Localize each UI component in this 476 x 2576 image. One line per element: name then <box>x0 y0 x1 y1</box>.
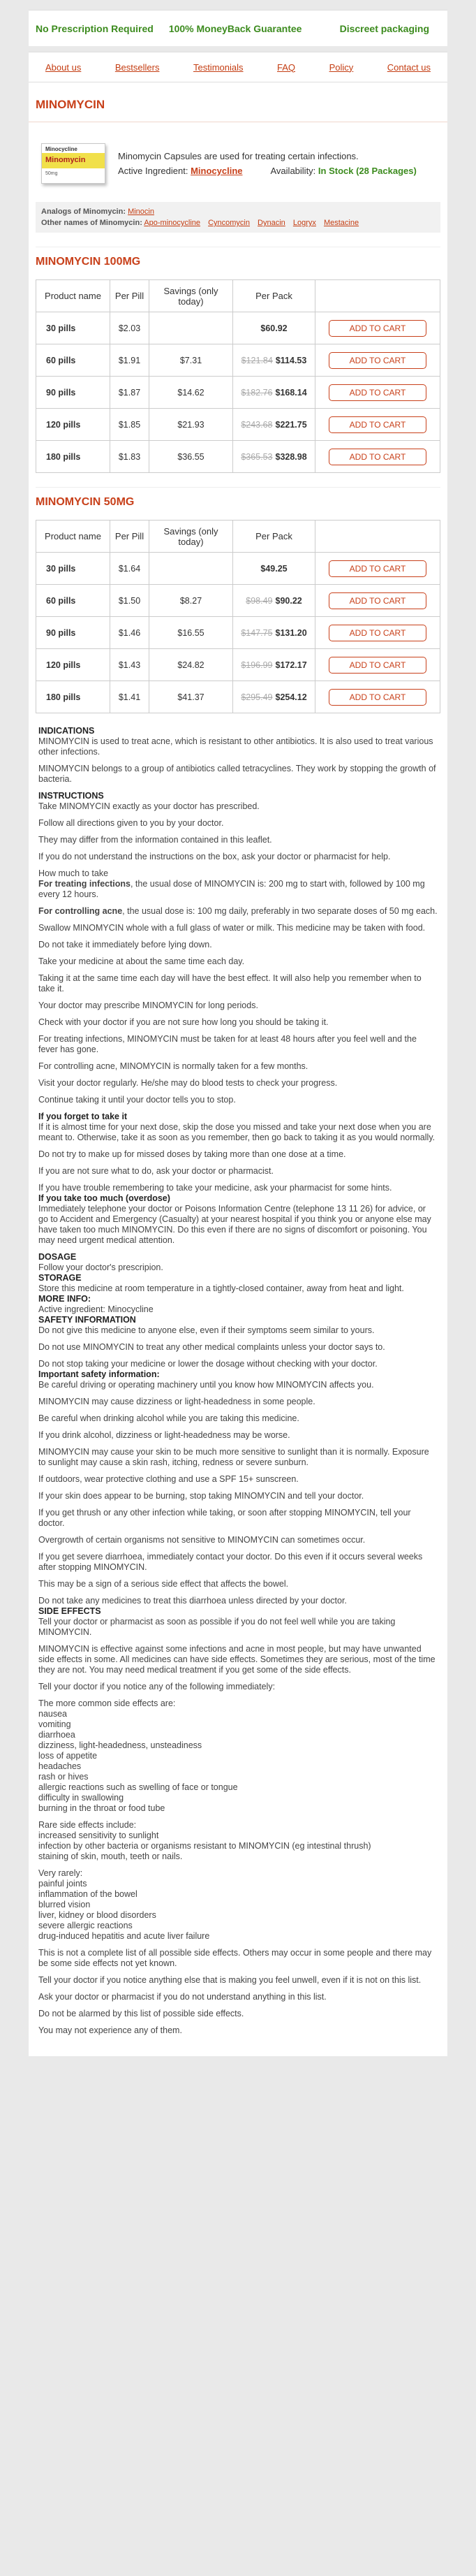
savings <box>149 553 233 585</box>
analogs-box <box>36 202 440 233</box>
active-ingredient <box>118 166 243 176</box>
benefit-no-prescription: No Prescription Required <box>36 22 154 34</box>
paragraph: If it is almost time for your next dose, skip the dose you missed and take your next dose when you are meant to. Otherwise, take it as soon as you remember, then go back to taking it as you would normally. <box>38 1122 436 1142</box>
column-header: Product name <box>36 521 110 553</box>
cart-cell <box>315 681 440 713</box>
cart-cell <box>315 617 440 649</box>
savings: $16.55 <box>149 617 233 649</box>
per-pill-price: $1.50 <box>110 585 149 617</box>
paragraph: Take MINOMYCIN exactly as your doctor has prescribed. <box>38 801 260 811</box>
list-item: nausea <box>38 1709 68 1719</box>
per-pack-price-cell <box>233 617 315 649</box>
column-header: Per Pill <box>110 280 149 312</box>
list-item: drug-induced hepatitis and acute liver failure <box>38 1931 210 1941</box>
savings: $8.27 <box>149 585 233 617</box>
per-pack-price-cell <box>233 377 315 409</box>
pack-size: 60 pills <box>36 344 110 377</box>
cart-cell <box>315 585 440 617</box>
main-content <box>29 82 447 2056</box>
paragraph: Be careful when drinking alcohol while you are taking this medicine. <box>38 1413 299 1423</box>
paragraph: Taking it at the same time each day will have the best effect. It will also help you remember when to take it. <box>38 973 422 994</box>
paragraph: MINOMYCIN may cause your skin to be much more sensitive to sunlight than it is normally. Exposure to sunlight may cause a skin rash, itching, redness or severe sunburn. <box>38 1447 429 1467</box>
list-item: inflammation of the bowel <box>38 1889 137 1899</box>
section-heading: SIDE EFFECTS <box>38 1606 101 1616</box>
other-name-link[interactable]: Logryx <box>292 219 316 227</box>
table-row <box>36 441 440 473</box>
nav-policy[interactable]: Policy <box>329 61 354 73</box>
per-pill-price: $1.64 <box>110 553 149 585</box>
cart-cell <box>315 312 440 344</box>
old-price: $182.76 <box>241 387 273 398</box>
table-row <box>36 617 440 649</box>
package-brand: Minomycin <box>45 156 86 164</box>
column-header: Per Pill <box>110 521 149 553</box>
paragraph: Your doctor may prescribe MINOMYCIN for long periods. <box>38 1000 258 1010</box>
per-pill-price: $1.87 <box>110 377 149 409</box>
benefits-left <box>36 23 302 34</box>
paragraph: Active ingredient: Minocycline <box>38 1304 154 1314</box>
savings: $21.93 <box>149 409 233 441</box>
cart-cell <box>315 409 440 441</box>
old-price: $98.49 <box>246 595 273 606</box>
side-effect-list <box>38 1820 438 1862</box>
pack-price: $90.22 <box>275 595 302 606</box>
paragraph-text: , the usual dose of MINOMYCIN is: 200 mg to start with, followed by 100 mg every 12 hours. <box>38 879 425 899</box>
package-dose: 50mg <box>45 171 58 176</box>
table-row <box>36 649 440 681</box>
paragraph: Do not stop taking your medicine or lower the dosage without checking with your doctor. <box>38 1359 378 1369</box>
benefit-discreet-packaging: Discreet packaging <box>339 22 429 34</box>
list-item: staining of skin, mouth, teeth or nails. <box>38 1851 183 1861</box>
availability-label: Availability: <box>270 166 316 176</box>
side-effect-list <box>38 1868 438 1942</box>
list-item: The more common side effects are: <box>38 1698 176 1708</box>
paragraph: Tell your doctor if you notice any of the following immediately: <box>38 1682 276 1691</box>
paragraph: MINOMYCIN belongs to a group of antibiotics called tetracyclines. They work by stopping the growth of bacteria. <box>38 764 436 784</box>
product-info <box>118 151 417 176</box>
list-item: rash or hives <box>38 1772 89 1782</box>
cart-cell <box>315 441 440 473</box>
cart-cell <box>315 649 440 681</box>
nav-contact-us[interactable]: Contact us <box>387 61 431 73</box>
product-information-text <box>38 726 438 2036</box>
pack-price: $168.14 <box>275 387 307 398</box>
product-description: Minomycin Capsules are used for treating certain infections. <box>118 151 359 161</box>
nav-testimonials[interactable]: Testimonials <box>193 61 244 73</box>
list-item: headaches <box>38 1761 82 1771</box>
other-name-link[interactable]: Mestacine <box>323 219 359 227</box>
dosage-section-title: MINOMYCIN 50MG <box>36 487 440 516</box>
price-sections <box>29 247 447 713</box>
list-item: infection by other bacteria or organisms resistant to MINOMYCIN (eg intestinal thrush) <box>38 1841 371 1851</box>
paragraph: If you are not sure what to do, ask your doctor or pharmacist. <box>38 1166 274 1176</box>
table-row <box>36 377 440 409</box>
paragraph: You may not experience any of them. <box>38 2025 182 2035</box>
package-label: Minocycline <box>45 146 77 152</box>
paragraph: Take your medicine at about the same time each day. <box>38 956 245 966</box>
list-item: painful joints <box>38 1879 87 1889</box>
other-names-label: Other names of Minomycin: <box>41 219 142 227</box>
add-to-cart-button[interactable]: ADD TO CART <box>329 449 426 465</box>
pack-size: 180 pills <box>36 441 110 473</box>
other-name-link[interactable]: Cyncomycin <box>208 219 250 227</box>
section-heading: INSTRUCTIONS <box>38 791 104 801</box>
section-heading: DOSAGE <box>38 1252 77 1262</box>
per-pack-price-cell <box>233 344 315 377</box>
pack-size: 90 pills <box>36 377 110 409</box>
paragraph: For treating infections, MINOMYCIN must be taken for at least 48 hours after you feel well and the fever has gone. <box>38 1034 417 1054</box>
savings: $7.31 <box>149 344 233 377</box>
price-table <box>36 520 440 713</box>
pack-price: $131.20 <box>275 627 307 638</box>
paragraph: Do not use MINOMYCIN to treat any other medical complaints unless your doctor says to. <box>38 1342 385 1352</box>
emphasis: For treating infections <box>38 879 131 889</box>
table-row <box>36 553 440 585</box>
add-to-cart-button[interactable]: ADD TO CART <box>329 657 426 674</box>
availability-status: In Stock (28 Packages) <box>318 166 417 176</box>
add-to-cart-button[interactable]: ADD TO CART <box>329 352 426 369</box>
paragraph: This is not a complete list of all possible side effects. Others may occur in some people and there may be some side effects not yet known. <box>38 1948 432 1968</box>
paragraph: If outdoors, wear protective clothing and use a SPF 15+ sunscreen. <box>38 1474 299 1484</box>
subsection-heading: If you forget to take it <box>38 1112 128 1121</box>
section-heading: MORE INFO: <box>38 1294 91 1304</box>
add-to-cart-button[interactable]: ADD TO CART <box>329 592 426 609</box>
active-ingredient-link[interactable]: Minocycline <box>191 166 243 176</box>
pack-price: $49.25 <box>260 563 288 574</box>
per-pack-price-cell <box>233 585 315 617</box>
per-pack-price-cell <box>233 409 315 441</box>
old-price: $121.84 <box>241 355 273 365</box>
product-meta <box>118 166 417 176</box>
cart-cell <box>315 553 440 585</box>
paragraph <box>38 906 438 917</box>
savings <box>149 312 233 344</box>
nav-about-us[interactable]: About us <box>45 61 82 73</box>
paragraph: This may be a sign of a serious side effect that affects the bowel. <box>38 1579 289 1589</box>
add-to-cart-button[interactable]: ADD TO CART <box>329 416 426 433</box>
list-item: diarrhoea <box>38 1730 75 1740</box>
paragraph: Visit your doctor regularly. He/she may do blood tests to check your progress. <box>38 1078 338 1088</box>
section-heading: If you take too much (overdose) <box>38 1193 170 1203</box>
add-to-cart-button[interactable]: ADD TO CART <box>329 625 426 641</box>
paragraph: If your skin does appear to be burning, stop taking MINOMYCIN and tell your doctor. <box>38 1491 364 1501</box>
paragraph: Be careful driving or operating machinery until you know how MINOMYCIN affects you. <box>38 1380 374 1390</box>
list-item: Very rarely: <box>38 1868 83 1878</box>
list-item: Rare side effects include: <box>38 1820 137 1830</box>
per-pill-price: $1.83 <box>110 441 149 473</box>
paragraph: Ask your doctor or pharmacist if you do not understand anything in this list. <box>38 1992 327 2002</box>
paragraph: Tell your doctor or pharmacist as soon as possible if you do not feel well while you are taking MINOMYCIN. <box>38 1617 396 1637</box>
list-item: allergic reactions such as swelling of face or tongue <box>38 1782 238 1792</box>
column-header <box>315 521 440 553</box>
per-pill-price: $2.03 <box>110 312 149 344</box>
list-item: difficulty in swallowing <box>38 1793 124 1803</box>
table-row <box>36 681 440 713</box>
list-item: loss of appetite <box>38 1751 98 1761</box>
per-pack-price-cell <box>233 681 315 713</box>
benefits-bar <box>29 10 447 46</box>
paragraph: If you have trouble remembering to take your medicine, ask your pharmacist for some hints. <box>38 1183 392 1193</box>
savings: $36.55 <box>149 441 233 473</box>
paragraph: For controlling acne, MINOMYCIN is normally taken for a few months. <box>38 1061 308 1071</box>
per-pack-price-cell <box>233 553 315 585</box>
per-pack-price-cell <box>233 441 315 473</box>
side-effect-list <box>38 1698 438 1814</box>
column-header: Per Pack <box>233 521 315 553</box>
pack-size: 180 pills <box>36 681 110 713</box>
per-pill-price: $1.46 <box>110 617 149 649</box>
savings: $14.62 <box>149 377 233 409</box>
benefit-moneyback: 100% MoneyBack Guarantee <box>168 22 302 34</box>
savings: $41.37 <box>149 681 233 713</box>
section-heading: INDICATIONS <box>38 726 95 736</box>
other-name-link[interactable]: Dynacin <box>258 219 285 227</box>
pack-size: 60 pills <box>36 585 110 617</box>
old-price: $196.99 <box>241 660 273 670</box>
paragraph: How much to take <box>38 868 109 878</box>
analog-link[interactable]: Minocin <box>128 208 154 216</box>
per-pill-price: $1.85 <box>110 409 149 441</box>
old-price: $243.68 <box>241 419 273 430</box>
nav-bestsellers[interactable]: Bestsellers <box>114 61 160 73</box>
column-header: Product name <box>36 280 110 312</box>
emphasis: For controlling acne <box>38 906 123 916</box>
paragraph: Follow all directions given to you by your doctor. <box>38 818 224 828</box>
paragraph: MINOMYCIN may cause dizziness or light-headedness in some people. <box>38 1397 315 1406</box>
paragraph: Continue taking it until your doctor tells you to stop. <box>38 1095 236 1105</box>
paragraph: Do not take any medicines to treat this diarrhoea unless directed by your doctor. <box>38 1596 347 1606</box>
add-to-cart-button[interactable]: ADD TO CART <box>329 689 426 706</box>
list-item: blurred vision <box>38 1900 91 1909</box>
pack-price: $114.53 <box>275 355 307 365</box>
pack-size: 90 pills <box>36 617 110 649</box>
column-header: Per Pack <box>233 280 315 312</box>
column-header: Savings (only today) <box>149 280 233 312</box>
paragraph: Tell your doctor if you notice anything else that is making you feel unwell, even if it is not on this list. <box>38 1975 422 1985</box>
pack-price: $254.12 <box>275 692 307 702</box>
list-item: severe allergic reactions <box>38 1921 133 1930</box>
paragraph: Swallow MINOMYCIN whole with a full glass of water or milk. This medicine may be taken with food. <box>38 923 426 933</box>
column-header: Savings (only today) <box>149 521 233 553</box>
paragraph: MINOMYCIN is effective against some infections and acne in most people, but may have unwanted side effects in some. All medicines can have side effects. Sometimes they are serious, most of the time they are not. You may need medical treatment if you get some of the side effects. <box>38 1644 436 1675</box>
table-row <box>36 585 440 617</box>
list-item: liver, kidney or blood disorders <box>38 1910 156 1920</box>
page-wrapper <box>29 10 447 2056</box>
old-price: $365.53 <box>241 451 273 462</box>
pack-price: $221.75 <box>275 419 307 430</box>
column-header <box>315 280 440 312</box>
analogs-label: Analogs of Minomycin: <box>41 208 126 216</box>
paragraph: They may differ from the information contained in this leaflet. <box>38 835 272 845</box>
paragraph: Do not be alarmed by this list of possible side effects. <box>38 2009 244 2018</box>
availability <box>271 166 417 176</box>
pack-size: 120 pills <box>36 649 110 681</box>
list-item: dizziness, light-headedness, unsteadiness <box>38 1740 202 1750</box>
per-pill-price: $1.91 <box>110 344 149 377</box>
list-item: burning in the throat or food tube <box>38 1803 165 1813</box>
paragraph: Overgrowth of certain organisms not sensitive to MINOMYCIN can sometimes occur. <box>38 1535 366 1545</box>
pack-size: 30 pills <box>36 553 110 585</box>
paragraph: If you get severe diarrhoea, immediately contact your doctor. Do this even if it occurs several weeks after stopping MINOMYCIN. <box>38 1552 423 1572</box>
table-row <box>36 409 440 441</box>
cart-cell <box>315 377 440 409</box>
pack-price: $60.92 <box>260 323 288 333</box>
per-pill-price: $1.41 <box>110 681 149 713</box>
pack-size: 30 pills <box>36 312 110 344</box>
price-table <box>36 279 440 473</box>
price-table-header <box>36 521 440 553</box>
pack-price: $328.98 <box>275 451 307 462</box>
nav-faq[interactable]: FAQ <box>277 61 296 73</box>
table-row <box>36 312 440 344</box>
paragraph: Store this medicine at room temperature in a tightly-closed container, away from heat and light. <box>38 1283 404 1293</box>
paragraph <box>38 879 438 900</box>
per-pill-price: $1.43 <box>110 649 149 681</box>
cart-cell <box>315 344 440 377</box>
other-name-link[interactable]: Apo-minocycline <box>144 219 201 227</box>
old-price: $295.49 <box>241 692 273 702</box>
paragraph: Do not take it immediately before lying down. <box>38 940 212 949</box>
per-pack-price-cell <box>233 312 315 344</box>
dosage-section-title: MINOMYCIN 100MG <box>36 247 440 275</box>
pack-price: $172.17 <box>275 660 307 670</box>
section-heading: Important safety information: <box>38 1369 160 1379</box>
paragraph: Check with your doctor if you are not sure how long you should be taking it. <box>38 1017 329 1027</box>
main-nav <box>29 52 447 82</box>
add-to-cart-button[interactable]: ADD TO CART <box>329 320 426 337</box>
section-heading: SAFETY INFORMATION <box>38 1315 136 1325</box>
section-heading: STORAGE <box>38 1273 82 1283</box>
active-ingredient-label: Active Ingredient: <box>118 166 188 176</box>
paragraph: Follow your doctor's prescripion. <box>38 1262 163 1272</box>
pack-size: 120 pills <box>36 409 110 441</box>
old-price: $147.75 <box>241 627 273 638</box>
paragraph: Immediately telephone your doctor or Poisons Information Centre (telephone 13 11 26) for advice, or go to Accident and Emergency (Casualty) at your nearest hospital if you think you or anyone else may have taken too much MINOMYCIN. Do this even if there are no signs of discomfort or poisoning. You may need urgent medical attention. <box>38 1204 431 1245</box>
paragraph: If you get thrush or any other infection while taking, or soon after stopping MINOMYCIN, tell your doctor. <box>38 1508 411 1528</box>
analogs-row <box>41 206 435 217</box>
per-pack-price-cell <box>233 649 315 681</box>
product-title: MINOMYCIN <box>29 89 447 122</box>
table-row <box>36 344 440 377</box>
savings: $24.82 <box>149 649 233 681</box>
list-item: increased sensitivity to sunlight <box>38 1831 159 1840</box>
list-item: vomiting <box>38 1719 71 1729</box>
product-summary <box>36 131 440 196</box>
paragraph: If you drink alcohol, dizziness or light-headedness may be worse. <box>38 1430 290 1440</box>
paragraph: MINOMYCIN is used to treat acne, which is resistant to other antibiotics. It is also used to treat various other infections. <box>38 736 433 757</box>
paragraph: Do not try to make up for missed doses by taking more than one dose at a time. <box>38 1149 346 1159</box>
paragraph: If you do not understand the instructions on the box, ask your doctor or pharmacist for help. <box>38 852 391 861</box>
add-to-cart-button[interactable]: ADD TO CART <box>329 560 426 577</box>
product-package-image <box>36 138 108 189</box>
paragraph-text: , the usual dose is: 100 mg daily, preferably in two separate doses of 50 mg each. <box>122 906 438 916</box>
price-table-header <box>36 280 440 312</box>
other-names-row <box>41 217 435 228</box>
paragraph: Do not give this medicine to anyone else, even if their symptoms seem similar to yours. <box>38 1325 375 1335</box>
add-to-cart-button[interactable]: ADD TO CART <box>329 384 426 401</box>
